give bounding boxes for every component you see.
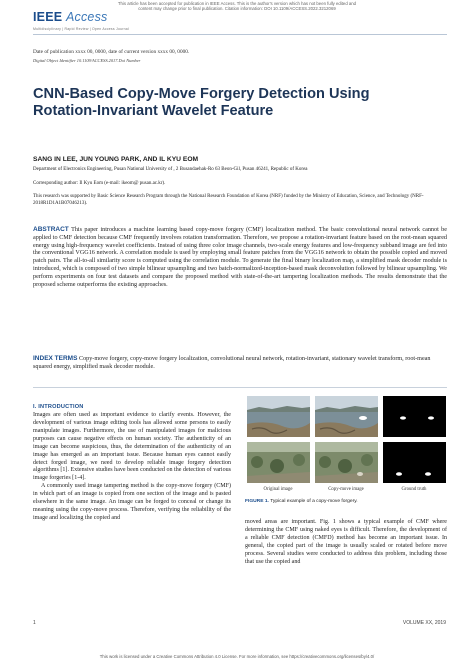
- intro-paragraph-1: Images are often used as important evidence to clarify events. However, the development of various image editing tools has allowed some persons to easily manipulate images. Furthermore, the use of manipulated images for malicious purposes can cause negative effects on human society. The authenticity of an image can become suspicious, thus, the determination of the authenticity of an image has emerged as an important issue. Because human eyes cannot easily detect forged image, we need to develop reliable image forgery detection algorithms [1]. Extensive studies have been conducted on the detection of various image forgeries [1-4].: [33, 412, 231, 482]
- notice-line-2: content may change prior to final publication. Citation information: DOI 10.1109/ACCESS.2022.3212069: [138, 6, 336, 12]
- abstract: [33, 226, 447, 290]
- notice-line-1: This article has been accepted for publication in IEEE Access. This is the author's version which has not been fully edited and: [117, 1, 357, 6]
- figure-label-original: Original image: [263, 487, 293, 492]
- section-divider: [33, 387, 447, 388]
- figure-image-groundtruth-2: [383, 442, 446, 483]
- journal-logo: [33, 10, 107, 24]
- right-column-paragraph: moved areas are important. Fig. 1 shows a typical example of CMF where determining the CMF using naked eyes is difficult. Therefore, the development of a reliable CMF detection (CMFD) method has become an important issue. In general, the copied part of the image is usually scaled or rotated before move process. Several studies were conducted to address this problem, including those that use the copied and: [245, 519, 447, 565]
- figure-caption: [245, 499, 447, 504]
- figure-caption-text: Typical example of a copy-move forgery.: [270, 499, 358, 504]
- figure-label-copy-move: Copy-move image: [328, 487, 364, 492]
- paper-authors: SANG IN LEE, JUN YOUNG PARK, AND IL KYU EOM: [33, 156, 199, 163]
- index-terms-label: INDEX TERMS: [33, 355, 78, 362]
- author-affiliation: Department of Electronics Engineering, Pusan National University of , 2 Busandaehak-Ro 63 Beon-Gil, Pusan 46241, Republic of Korea: [33, 167, 308, 172]
- corresponding-author: Corresponding author: Il Kyu Eom (e-mail: ikeom@ pusan.ac.kr).: [33, 181, 166, 186]
- figure-image-original-2: [247, 442, 310, 483]
- journal-tagline: Multidisciplinary | Rapid Review | Open Access Journal: [33, 27, 129, 31]
- abstract-text: This paper introduces a machine learning based copy-move forgery (CMF) localization method. The basic convolutional neural network cannot be applied to CMF detection because CMF frequently involves rotation transformation. Therefore, we propose a rotation-invariant feature based on the root-mean squared energy using high-frequency wavelet coefficients. Instead of using three color image channels, two-scale energy features and low-frequency subband image are fed into the conventional VGG16 network. A correlation module is used by employing small feature patches from the VGG16 network to obtain the possible copied and moved patch pairs. The all-to-all similarity score is computed using the correlation module. To generate the final binary localization map, a simplified mask decoder module is introduced, which is composed of two simple bilinear upsampling and two batch-normalized-inception-based mask deconvolution followed by bilinear upsampling. We perform experiments on four test datasets and compare the proposed method with state-of-the-art tampering localization methods. The results demonstrate that the proposed scheme outperforms the existing approaches.: [33, 227, 447, 288]
- page-number: 1: [33, 620, 36, 626]
- figure-image-groundtruth-1: [383, 396, 446, 437]
- left-column-text: [33, 412, 231, 523]
- logo-access: Access: [65, 10, 108, 24]
- index-terms: [33, 355, 447, 372]
- header-divider: [33, 34, 447, 35]
- abstract-label: ABSTRACT: [33, 226, 69, 233]
- figure-image-forged-1: [315, 396, 378, 437]
- figure-image-forged-2: [315, 442, 378, 483]
- figure-image-original-1: [247, 396, 310, 437]
- license-notice: This work is licensed under a Creative Commons Attribution 4.0 License. For more information, see https://creativecommons.org/licenses/by/4.0/: [99, 654, 375, 659]
- doi-identifier: Digital Object Identifier 10.1109/ACCESS.2017.Doi Number: [33, 58, 141, 63]
- figure-caption-label: FIGURE 1.: [245, 499, 269, 504]
- intro-paragraph-2: A commonly used image tampering method is the copy-move forgery (CMF) in which part of an image is copied from one section of the image and is pasted elsewhere in the same image. An image can be forged to conceal or change its meaning using the copy-move process. Therefore, verifying the reliability of the image and localizing the copied and: [33, 483, 231, 521]
- volume-label: VOLUME XX, 2019: [402, 620, 446, 626]
- paper-title: CNN-Based Copy-Move Forgery Detection Using Rotation-Invariant Wavelet Feature: [33, 86, 370, 119]
- section-heading-introduction: I. INTRODUCTION: [33, 404, 84, 410]
- figure-label-ground-truth: Ground truth: [401, 487, 427, 492]
- funding-note: This research was supported by Basic Science Research Program through the National Research Foundation of Korea (NRF) funded by the Ministry of Education, Science, and Technology (NRF-2018R1D1A1B07046213).: [33, 194, 424, 206]
- index-terms-text: Copy-move forgery, copy-move forgery localization, convolutional neural network, rotation-invariant, stationary wavelet transform, root-mean squared energy, simplified mask decoder module.: [33, 356, 431, 370]
- figure-1: [245, 396, 447, 506]
- logo-ieee: IEEE: [33, 10, 63, 24]
- publication-date: Date of publication xxxx 00, 0000, date of current version xxxx 00, 0000.: [33, 49, 190, 55]
- right-column-text: [245, 519, 447, 567]
